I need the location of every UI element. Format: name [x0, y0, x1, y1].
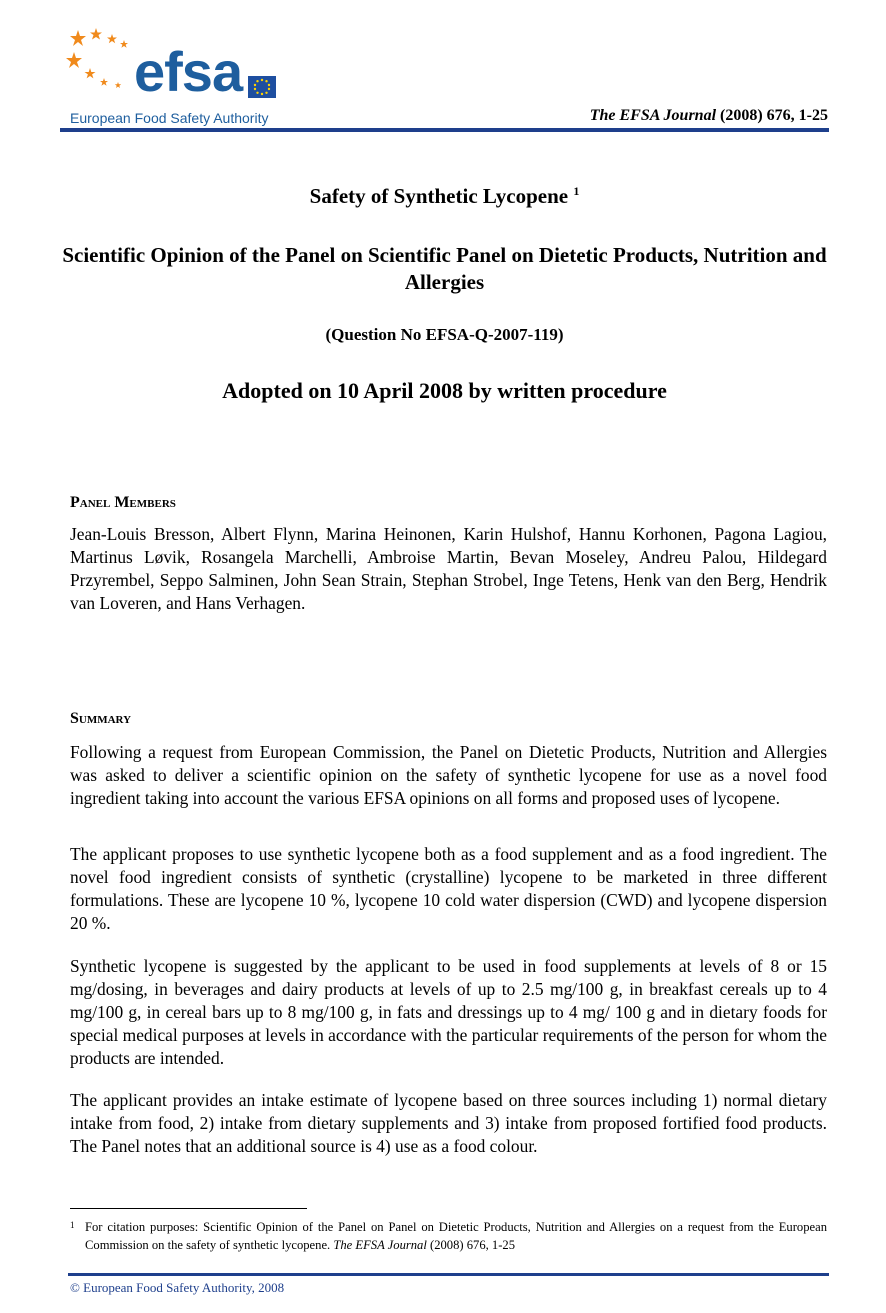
- document-title: [60, 184, 829, 209]
- title-footnote-mark: 1: [573, 184, 580, 198]
- footer-rule: [68, 1273, 829, 1276]
- footnote-journal: The EFSA Journal: [333, 1238, 427, 1252]
- summary-paragraph: Following a request from European Commission, the Panel on Dietetic Products, Nutrition and Allergies was asked to deliver a scientific opinion on the safety of synthetic lycopene for use as a novel food ingredient taking into account the various EFSA opinions on all forms and proposed uses of lycopene.: [70, 742, 827, 808]
- title-text: Safety of Synthetic Lycopene: [309, 184, 574, 208]
- question-number: (Question No EFSA-Q-2007-119): [325, 325, 564, 344]
- footnote-citation: (2008) 676, 1-25: [426, 1238, 516, 1252]
- journal-citation: (2008) 676, 1-25: [716, 107, 828, 124]
- efsa-logo: [66, 26, 282, 130]
- summary-paragraph: The applicant proposes to use synthetic lycopene both as a food supplement and as a food ingredient. The novel food ingredient consists of synthetic (crystalline) lycopene to be marketed in three different formulations. These are lycopene 10 %, lycopene 10 cold water dispersion (CWD) and lycopene dispersion 20 %.: [70, 844, 827, 933]
- journal-reference: [590, 107, 828, 125]
- summary-paragraph: Synthetic lycopene is suggested by the applicant to be used in food supplements at levels of 8 or 15 mg/dosing, in beverages and dairy products at levels of up to 2.5 mg/100 g, in breakfast cereals up to 4 mg/100 g, in cereal bars up to 8 mg/100 g, in fats and dressings up to 4 mg/ 100 g and in dietary foods for special medical purposes at levels in accordance with the particular requirements of the person for whom the products are intended.: [70, 956, 827, 1068]
- adoption-date: Adopted on 10 April 2008 by written procedure: [222, 378, 667, 403]
- panel-members-text: Jean-Louis Bresson, Albert Flynn, Marina Heinonen, Karin Hulshof, Hannu Korhonen, Pagona Lagiou, Martinus Løvik, Rosangela Marchelli, Ambroise Martin, Bevan Moseley, Andreu Palou, Hildegard Przyrembel, Seppo Salminen, John Sean Strain, Stephan Strobel, Inge Tetens, Henk van den Berg, Hendrik van Loveren, and Hans Verhagen.: [70, 524, 827, 613]
- summary-heading: Summary: [70, 710, 132, 727]
- footnote: [70, 1218, 827, 1254]
- eu-flag-icon: [248, 76, 276, 98]
- header-rule: [60, 128, 829, 132]
- document-subtitle: Scientific Opinion of the Panel on Scientific Panel on Dietetic Products, Nutrition and Allergies: [62, 243, 827, 294]
- footnote-mark: 1: [70, 1220, 75, 1230]
- footnote-text: For citation purposes: Scientific Opinion of the Panel on Panel on Dietetic Products, Nutrition and Allergies on a request from the European Commission on the safety of synthetic lycopene.: [85, 1220, 827, 1252]
- logo-wordmark: efsa: [134, 40, 243, 103]
- summary-paragraph: The applicant provides an intake estimate of lycopene based on three sources including 1) normal dietary intake from food, 2) intake from dietary supplements and 3) intake from proposed fortified food products. The Panel notes that an additional source is 4) use as a food colour.: [70, 1090, 827, 1156]
- journal-name: The EFSA Journal: [589, 107, 717, 124]
- logo-tagline: European Food Safety Authority: [70, 110, 269, 126]
- footnote-rule: [70, 1208, 307, 1209]
- copyright: © European Food Safety Authority, 2008: [70, 1280, 285, 1295]
- panel-members-heading: Panel Members: [70, 494, 176, 511]
